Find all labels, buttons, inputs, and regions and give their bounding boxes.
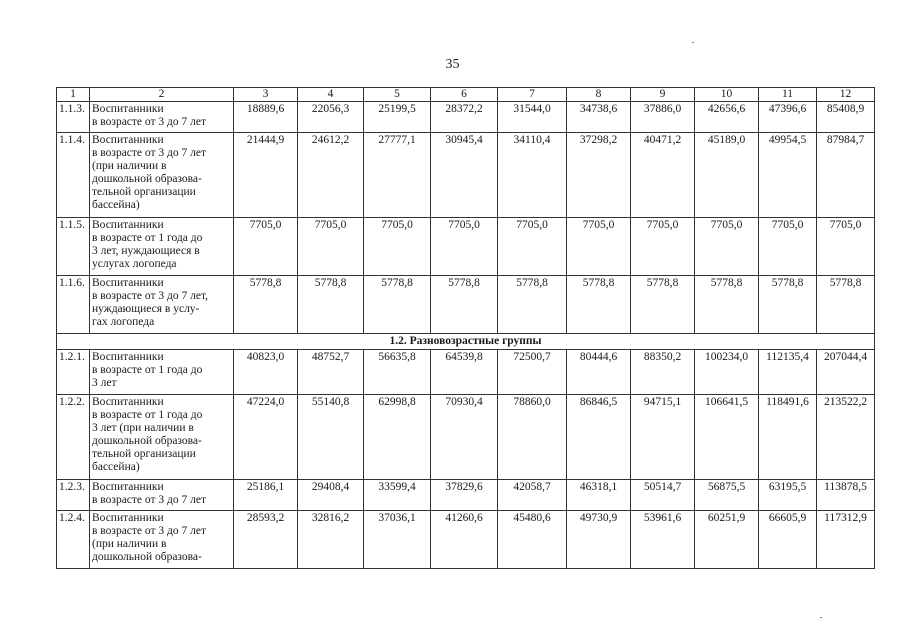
value-cell: 66605,9 [759, 511, 817, 569]
value-cell: 88350,2 [631, 350, 695, 395]
row-name [90, 480, 234, 511]
value-cell: 25186,1 [234, 480, 298, 511]
value-cell: 33599,4 [364, 480, 431, 511]
value-cell: 86846,5 [567, 395, 631, 480]
row-name-line: дошкольной образова- [92, 435, 202, 447]
value-cell: 60251,9 [695, 511, 759, 569]
table-row [57, 276, 875, 334]
row-name-line: гах логопеда [92, 316, 155, 328]
value-cell: 32816,2 [298, 511, 364, 569]
value-cell: 22056,3 [298, 102, 364, 133]
value-cell: 34738,6 [567, 102, 631, 133]
value-cell: 7705,0 [234, 218, 298, 276]
row-name-line: Воспитанники [92, 481, 164, 493]
value-cell: 42656,6 [695, 102, 759, 133]
header-cell: 2 [90, 88, 234, 102]
header-cell: 9 [631, 88, 695, 102]
row-name [90, 350, 234, 395]
value-cell: 5778,8 [364, 276, 431, 334]
value-cell: 7705,0 [364, 218, 431, 276]
value-cell: 5778,8 [759, 276, 817, 334]
table-body [57, 88, 875, 569]
header-cell: 3 [234, 88, 298, 102]
row-name [90, 218, 234, 276]
value-cell: 29408,4 [298, 480, 364, 511]
value-cell: 207044,4 [817, 350, 875, 395]
value-cell: 117312,9 [817, 511, 875, 569]
row-name-line: (при наличии в [92, 538, 167, 550]
tariff-table [56, 87, 875, 569]
value-cell: 7705,0 [298, 218, 364, 276]
row-name-line: (при наличии в [92, 160, 167, 172]
value-cell: 56635,8 [364, 350, 431, 395]
header-cell: 10 [695, 88, 759, 102]
value-cell: 5778,8 [695, 276, 759, 334]
value-cell: 78860,0 [498, 395, 567, 480]
value-cell: 45189,0 [695, 133, 759, 218]
table-row [57, 102, 875, 133]
row-name-line: дошкольной образова- [92, 173, 202, 185]
value-cell: 7705,0 [431, 218, 498, 276]
header-cell: 6 [431, 88, 498, 102]
row-name-line: Воспитанники [92, 512, 164, 524]
value-cell: 27777,1 [364, 133, 431, 218]
value-cell: 213522,2 [817, 395, 875, 480]
table-row [57, 350, 875, 395]
value-cell: 37036,1 [364, 511, 431, 569]
value-cell: 41260,6 [431, 511, 498, 569]
value-cell: 5778,8 [431, 276, 498, 334]
header-cell: 11 [759, 88, 817, 102]
value-cell: 118491,6 [759, 395, 817, 480]
value-cell: 34110,4 [498, 133, 567, 218]
header-cell: 7 [498, 88, 567, 102]
row-name-line: в возрасте от 3 до 7 лет, [92, 290, 209, 302]
value-cell: 64539,8 [431, 350, 498, 395]
value-cell: 100234,0 [695, 350, 759, 395]
row-number: 1.2.3. [57, 480, 90, 511]
table-row [57, 395, 875, 480]
row-name-line: 3 лет [92, 377, 117, 389]
header-cell: 12 [817, 88, 875, 102]
row-name-line: в возрасте от 3 до 7 лет [92, 116, 207, 128]
value-cell: 37298,2 [567, 133, 631, 218]
header-cell: 8 [567, 88, 631, 102]
value-cell: 37886,0 [631, 102, 695, 133]
value-cell: 62998,8 [364, 395, 431, 480]
value-cell: 31544,0 [498, 102, 567, 133]
row-name-line: дошкольной образова- [92, 551, 202, 563]
row-number: 1.1.3. [57, 102, 90, 133]
table-row [57, 218, 875, 276]
row-name-line: Воспитанники [92, 351, 164, 363]
value-cell: 7705,0 [695, 218, 759, 276]
row-name-line: в возрасте от 3 до 7 лет [92, 494, 207, 506]
row-number: 1.2.1. [57, 350, 90, 395]
value-cell: 63195,5 [759, 480, 817, 511]
value-cell: 5778,8 [631, 276, 695, 334]
value-cell: 50514,7 [631, 480, 695, 511]
row-name-line: Воспитанники [92, 277, 164, 289]
row-name-line: услугах логопеда [92, 258, 177, 270]
value-cell: 47224,0 [234, 395, 298, 480]
value-cell: 85408,9 [817, 102, 875, 133]
value-cell: 5778,8 [298, 276, 364, 334]
row-name [90, 102, 234, 133]
row-name-line: в возрасте от 3 до 7 лет [92, 525, 207, 537]
value-cell: 80444,6 [567, 350, 631, 395]
value-cell: 56875,5 [695, 480, 759, 511]
value-cell: 25199,5 [364, 102, 431, 133]
value-cell: 49730,9 [567, 511, 631, 569]
row-name-line: Воспитанники [92, 134, 164, 146]
value-cell: 40471,2 [631, 133, 695, 218]
value-cell: 53961,6 [631, 511, 695, 569]
value-cell: 28593,2 [234, 511, 298, 569]
value-cell: 42058,7 [498, 480, 567, 511]
value-cell: 87984,7 [817, 133, 875, 218]
value-cell: 49954,5 [759, 133, 817, 218]
row-name-line: Воспитанники [92, 219, 164, 231]
value-cell: 47396,6 [759, 102, 817, 133]
row-name-line: 3 лет, нуждающиеся в [92, 245, 200, 257]
value-cell: 18889,6 [234, 102, 298, 133]
row-name-line: тельной организации [92, 448, 196, 460]
row-name-line: 3 лет (при наличии в [92, 422, 194, 434]
row-name [90, 276, 234, 334]
row-name-line: в возрасте от 1 года до [92, 364, 203, 376]
row-number: 1.2.2. [57, 395, 90, 480]
value-cell: 46318,1 [567, 480, 631, 511]
value-cell: 30945,4 [431, 133, 498, 218]
row-name-line: в возрасте от 1 года до [92, 409, 203, 421]
value-cell: 55140,8 [298, 395, 364, 480]
value-cell: 70930,4 [431, 395, 498, 480]
row-number: 1.1.5. [57, 218, 90, 276]
value-cell: 5778,8 [567, 276, 631, 334]
header-cell: 1 [57, 88, 90, 102]
value-cell: 106641,5 [695, 395, 759, 480]
row-name [90, 133, 234, 218]
value-cell: 7705,0 [567, 218, 631, 276]
value-cell: 7705,0 [817, 218, 875, 276]
value-cell: 21444,9 [234, 133, 298, 218]
page-number: 35 [445, 57, 460, 72]
value-cell: 28372,2 [431, 102, 498, 133]
row-name [90, 511, 234, 569]
value-cell: 24612,2 [298, 133, 364, 218]
value-cell: 7705,0 [498, 218, 567, 276]
row-name-line: Воспитанники [92, 396, 164, 408]
row-name-line: тельной организации [92, 186, 196, 198]
table-row [57, 133, 875, 218]
row-name-line: бассейна) [92, 461, 140, 473]
row-name-line: в возрасте от 1 года до [92, 232, 203, 244]
value-cell: 45480,6 [498, 511, 567, 569]
row-number: 1.1.6. [57, 276, 90, 334]
value-cell: 40823,0 [234, 350, 298, 395]
header-cell: 5 [364, 88, 431, 102]
value-cell: 112135,4 [759, 350, 817, 395]
section-row [57, 334, 875, 350]
value-cell: 37829,6 [431, 480, 498, 511]
value-cell: 48752,7 [298, 350, 364, 395]
value-cell: 7705,0 [759, 218, 817, 276]
row-name-line: в возрасте от 3 до 7 лет [92, 147, 207, 159]
scan-speck [820, 617, 822, 618]
row-name-line: нуждающиеся в услу- [92, 303, 200, 315]
value-cell: 5778,8 [817, 276, 875, 334]
value-cell: 7705,0 [631, 218, 695, 276]
header-row [57, 88, 875, 102]
table-row [57, 511, 875, 569]
header-cell: 4 [298, 88, 364, 102]
value-cell: 94715,1 [631, 395, 695, 480]
value-cell: 72500,7 [498, 350, 567, 395]
table-row [57, 480, 875, 511]
row-name-line: бассейна) [92, 199, 140, 211]
row-name [90, 395, 234, 480]
value-cell: 5778,8 [234, 276, 298, 334]
value-cell: 5778,8 [498, 276, 567, 334]
value-cell: 113878,5 [817, 480, 875, 511]
row-name-line: Воспитанники [92, 103, 164, 115]
row-number: 1.1.4. [57, 133, 90, 218]
scan-speck [692, 42, 694, 43]
section-title: 1.2. Разновозрастные группы [57, 334, 875, 350]
row-number: 1.2.4. [57, 511, 90, 569]
